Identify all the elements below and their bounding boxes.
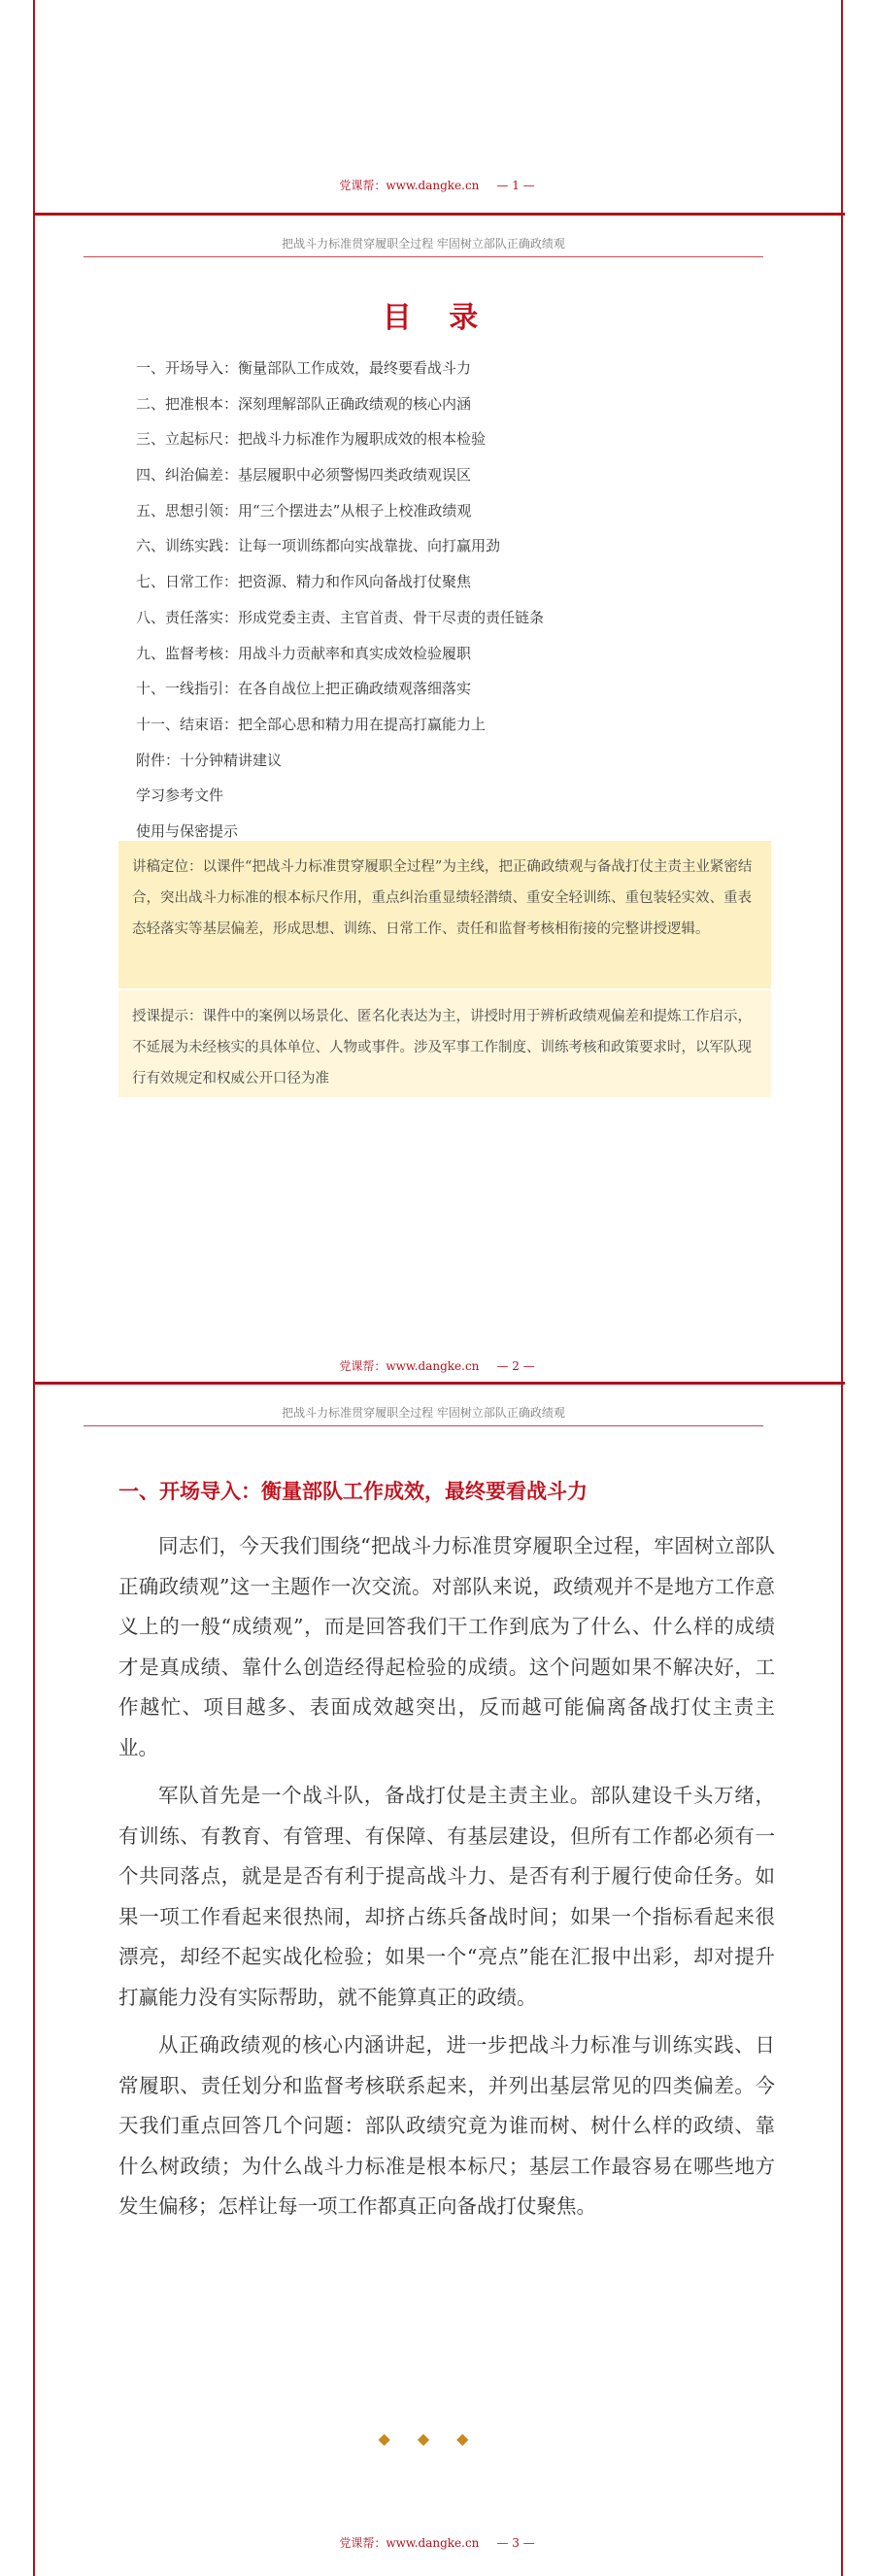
toc-item[interactable]: 四、纠治偏差：基层履职中必须警惕四类政绩观误区	[136, 466, 472, 485]
page-number: — 2 —	[496, 1359, 535, 1373]
page-footer-3	[0, 2534, 874, 2551]
toc-list	[136, 351, 796, 850]
header-rule	[84, 1425, 763, 1426]
page-footer-1	[0, 177, 874, 193]
toc-item[interactable]: 九、监督考核：用战斗力贡献率和真实成效检验履职	[136, 644, 472, 662]
running-header: 把战斗力标准贯穿履职全过程 牢固树立部队正确政绩观	[282, 1406, 565, 1420]
section-heading: 一、开场导入：衡量部队工作成效，最终要看战斗力	[118, 1480, 588, 1503]
toc-item[interactable]: 十一、结束语：把全部心思和精力用在提高打赢能力上	[136, 715, 487, 733]
toc-item[interactable]: 附件：十分钟精讲建议	[136, 751, 283, 769]
toc-title: 目 录	[382, 301, 492, 335]
toc-item[interactable]: 六、训练实践：让每一项训练都向实战靠拢、向打赢用劲	[136, 537, 501, 555]
running-header: 把战斗力标准贯穿履职全过程 牢固树立部队正确政绩观	[282, 237, 565, 251]
body-paragraph: 军队首先是一个战斗队，备战打仗是主责主业。部队建设千头万绪，有训练、有教育、有管理、有保障、有基层建设，但所有工作都必须有一个共同落点，就是是否有利于提高战斗力、是否有利于履行使命任务。如果一项工作看起来很热闹，却挤占练兵备战时间；如果一个指标看起来很漂亮，却经不起实战化检验；如果一个“亮点”能在汇报中出彩，却对提升打赢能力没有实际帮助，就不能算真正的政绩。	[118, 1784, 775, 2009]
page-number: — 1 —	[496, 179, 535, 192]
toc-item[interactable]: 学习参考文件	[136, 786, 224, 805]
body-paragraph: 同志们，今天我们围绕“把战斗力标准贯穿履职全过程，牢固树立部队正确政绩观”这一主题作一次交流。对部队来说，政绩观并不是地方工作意义上的一般“成绩观”，而是回答我们干工作到底为了什么、什么样的成绩才是真成绩、靠什么创造经得起检验的成绩。这个问题如果不解决好，工作越忙、项目越多、表面成效越突出，反而越可能偏离备战打仗主责主业。	[118, 1534, 775, 1759]
toc-item[interactable]: 二、把准根本：深刻理解部队正确政绩观的核心内涵	[136, 394, 472, 413]
footer-site: 党课帮：www.dangke.cn	[339, 2536, 480, 2550]
section-body	[118, 1526, 775, 2235]
teaching-note: 授课提示：课件中的案例以场景化、匿名化表达为主，讲授时用于辨析政绩观偏差和提炼工作启示，不延展为未经核实的具体单位、人物或事件。涉及军事工作制度、训练考核和政策要求时，以军队现行有效规定和权威公开口径为准	[118, 990, 771, 1097]
header-rule	[84, 256, 763, 257]
footer-site: 党课帮：www.dangke.cn	[339, 179, 480, 192]
body-paragraph: 从正确政绩观的核心内涵讲起，进一步把战斗力标准与训练实践、日常履职、责任划分和监督考核联系起来，并列出基层常见的四类偏差。今天我们重点回答几个问题：部队政绩究竟为谁而树、树什么样的政绩、靠什么树政绩；为什么战斗力标准是根本标尺；基层工作最容易在哪些地方发生偏移；怎样让每一项工作都真正向备战打仗聚焦。	[118, 2033, 775, 2218]
toc-item[interactable]: 三、立起标尺：把战斗力标准作为履职成效的根本检验	[136, 430, 487, 449]
page-number: — 3 —	[496, 2536, 535, 2550]
toc-item[interactable]: 十、一线指引：在各自战位上把正确政绩观落细落实	[136, 680, 472, 698]
toc-item[interactable]: 一、开场导入：衡量部队工作成效，最终要看战斗力	[136, 359, 472, 377]
diamond-ornament: ◆◆◆	[378, 2429, 496, 2448]
positioning-note: 讲稿定位：以课件“把战斗力标准贯穿履职全过程”为主线，把正确政绩观与备战打仗主责主业紧密结合，突出战斗力标准的根本标尺作用，重点纠治重显绩轻潜绩、重安全轻训练、重包装轻实效、重表态轻落实等基层偏差，形成思想、训练、日常工作、责任和监督考核相衔接的完整讲授逻辑。	[118, 841, 771, 988]
toc-item[interactable]: 八、责任落实：形成党委主责、主官首责、骨干尽责的责任链条	[136, 608, 545, 626]
toc-item[interactable]: 七、日常工作：把资源、精力和作风向备战打仗聚焦	[136, 573, 472, 591]
page-footer-2	[0, 1357, 874, 1374]
toc-item[interactable]: 五、思想引领：用“三个摆进去”从根子上校准政绩观	[136, 501, 472, 519]
footer-site: 党课帮：www.dangke.cn	[339, 1359, 480, 1373]
toc-item[interactable]: 使用与保密提示	[136, 821, 239, 840]
